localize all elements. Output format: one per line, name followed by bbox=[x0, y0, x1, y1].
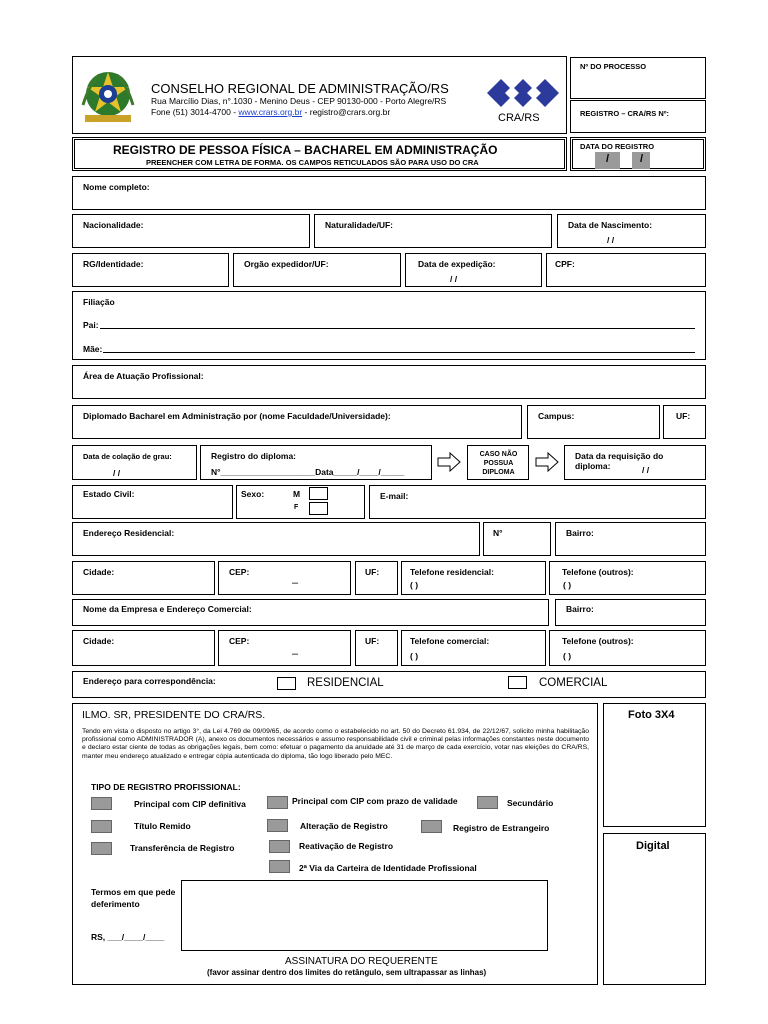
filiation-label: Filiação bbox=[83, 297, 115, 307]
campus-label: Campus: bbox=[538, 411, 575, 421]
type-principal-deadline-label: Principal com CIP com prazo de validade bbox=[292, 796, 458, 806]
area-field[interactable] bbox=[72, 365, 706, 399]
photo-box[interactable] bbox=[603, 703, 706, 827]
cpf-label: CPF: bbox=[555, 259, 575, 269]
rs-date-line: RS, ___/____/____ bbox=[91, 932, 165, 942]
type-principal-cip-label: Principal com CIP definitiva bbox=[134, 799, 246, 809]
work-other-phone-parens: ( ) bbox=[563, 651, 572, 661]
campus-field[interactable] bbox=[527, 405, 660, 439]
sex-m-checkbox[interactable] bbox=[309, 487, 328, 500]
residential-label: RESIDENCIAL bbox=[307, 677, 384, 689]
company-label: Nome da Empresa e Endereço Comercial: bbox=[83, 604, 252, 614]
cra-logo-icon bbox=[485, 77, 561, 109]
org-address: Rua Marcílio Dias, n°.1030 - Menino Deus - CEP 90130-000 - Porto Alegre/RS bbox=[151, 96, 447, 106]
birthplace-label: Naturalidade/UF: bbox=[325, 220, 394, 230]
issue-date-field[interactable] bbox=[405, 253, 542, 287]
issue-date-slashes: / / bbox=[450, 274, 458, 284]
diploma-registry-field[interactable] bbox=[200, 445, 432, 480]
signature-label: ASSINATURA DO REQUERENTE bbox=[285, 956, 438, 967]
sex-f-checkbox[interactable] bbox=[309, 502, 328, 515]
home-phone-field[interactable] bbox=[401, 561, 546, 595]
signature-box[interactable] bbox=[181, 880, 548, 951]
uf-graduated-label: UF: bbox=[676, 411, 691, 421]
request-box bbox=[72, 703, 598, 985]
no-diploma-label: CASO NÃO POSSUA DIPLOMA bbox=[479, 451, 518, 476]
graduation-date-field[interactable] bbox=[72, 445, 197, 480]
home-other-phone-parens: ( ) bbox=[563, 580, 572, 590]
type-remitted-checkbox[interactable] bbox=[91, 820, 112, 833]
home-number-label: N° bbox=[493, 528, 503, 538]
terms-label: Termos em que pede deferimento bbox=[91, 887, 176, 909]
registry-number-label: REGISTRO – CRA/RS Nº: bbox=[580, 109, 669, 118]
area-label: Área de Atuação Profissional: bbox=[83, 371, 204, 381]
cra-logo-text: CRA/RS bbox=[498, 112, 540, 124]
work-other-phone-field[interactable] bbox=[549, 630, 706, 666]
rg-label: RG/Identidade: bbox=[83, 259, 144, 269]
sex-m-label: M bbox=[293, 489, 301, 499]
rg-field[interactable] bbox=[72, 253, 229, 287]
correspondence-label: Endereço para correspondência: bbox=[83, 676, 216, 686]
graduation-date-label: Data de colação de grau: bbox=[83, 452, 172, 461]
digital-label: Digital bbox=[636, 840, 670, 852]
sex-f-label: F bbox=[294, 504, 299, 511]
home-other-phone-label: Telefone (outros): bbox=[562, 567, 634, 577]
home-uf-field[interactable] bbox=[355, 561, 398, 595]
arrow-right-icon bbox=[535, 452, 559, 472]
issuer-field[interactable] bbox=[233, 253, 401, 287]
type-foreign-label: Registro de Estrangeiro bbox=[453, 823, 550, 833]
work-uf-field[interactable] bbox=[355, 630, 398, 666]
issue-date-label: Data de expedição: bbox=[418, 259, 496, 269]
type-transfer-label: Transferência de Registro bbox=[130, 843, 235, 853]
digital-box[interactable] bbox=[603, 833, 706, 985]
home-number-field[interactable] bbox=[483, 522, 551, 556]
registry-date-box bbox=[570, 137, 706, 171]
graduation-date-slashes: / / bbox=[113, 468, 121, 478]
arrow-right-icon bbox=[437, 452, 461, 472]
form-title: REGISTRO DE PESSOA FÍSICA – BACHAREL EM ADMINISTRAÇÃO bbox=[113, 143, 498, 157]
home-phone-parens: ( ) bbox=[410, 580, 419, 590]
home-cep-label: CEP: bbox=[229, 567, 250, 577]
nationality-label: Nacionalidade: bbox=[83, 220, 144, 230]
work-city-label: Cidade: bbox=[83, 636, 115, 646]
home-city-field[interactable] bbox=[72, 561, 215, 595]
work-cep-field[interactable] bbox=[218, 630, 351, 666]
title-box bbox=[72, 137, 567, 171]
website-link[interactable]: www.crars.org.br bbox=[238, 107, 303, 117]
work-cep-dash: – bbox=[292, 648, 299, 660]
commercial-label: COMERCIAL bbox=[539, 677, 608, 689]
home-phone-label: Telefone residencial: bbox=[410, 567, 494, 577]
cpf-field[interactable] bbox=[546, 253, 706, 287]
diploma-request-date-field[interactable] bbox=[564, 445, 706, 480]
birth-date-slashes: / / bbox=[607, 235, 615, 245]
diploma-registry-label: Registro do diploma: bbox=[211, 451, 296, 461]
registry-number-box[interactable] bbox=[570, 100, 706, 133]
sex-field bbox=[236, 485, 365, 519]
type-secondary-label: Secundário bbox=[507, 798, 554, 808]
diploma-request-label: Data da requisição do diploma: bbox=[575, 451, 664, 471]
full-name-label: Nome completo: bbox=[83, 182, 150, 192]
graduated-label: Diplomado Bacharel em Administração por (nome Faculdade/Universidade): bbox=[83, 411, 391, 421]
org-name: CONSELHO REGIONAL DE ADMINISTRAÇÃO/RS bbox=[151, 81, 449, 96]
work-city-field[interactable] bbox=[72, 630, 215, 666]
request-body: Tendo em vista o disposto no artigo 3°, da Lei 4.769 de 09/09/65, de acordo como o estabelecido no art. 50 do Decreto 61.934, de 22/12/67, solicito minha habilitação profissional como ADMINISTRADOR (A), anexo os documentos necessários e assumo responsabilidade civil e criminal pelas informações constantes neste documento e declaro estar ciente de todas as obrigações legais, bem como: efetuar o pagamento da anuidade até 31 de março de cada exercício, votar nas eleições do CRA/RS, manter meu endereço atualizado e entregar cópia autenticada do diploma, tão logo liberado pelo MEC. bbox=[82, 728, 589, 760]
civil-status-field[interactable] bbox=[72, 485, 233, 519]
father-input-line[interactable] bbox=[100, 328, 695, 329]
work-uf-label: UF: bbox=[365, 636, 380, 646]
residential-checkbox[interactable] bbox=[277, 677, 296, 690]
home-uf-label: UF: bbox=[365, 567, 380, 577]
filiation-box bbox=[72, 291, 706, 360]
father-label: Pai: bbox=[83, 320, 99, 330]
type-transfer-checkbox[interactable] bbox=[91, 842, 112, 855]
work-other-phone-label: Telefone (outros): bbox=[562, 636, 634, 646]
photo-label: Foto 3X4 bbox=[628, 709, 675, 721]
coat-of-arms-icon bbox=[79, 65, 137, 125]
mother-input-line[interactable] bbox=[103, 352, 695, 353]
request-salutation: ILMO. SR, PRESIDENTE DO CRA/RS. bbox=[82, 709, 266, 721]
type-change-label: Alteração de Registro bbox=[300, 821, 388, 831]
company-field[interactable] bbox=[72, 599, 549, 626]
mother-label: Mãe: bbox=[83, 344, 103, 354]
registry-date-sep1: / bbox=[606, 153, 610, 165]
email-field[interactable] bbox=[369, 485, 706, 519]
process-number-box[interactable] bbox=[570, 57, 706, 99]
home-cep-dash: – bbox=[292, 577, 299, 589]
civil-status-label: Estado Civil: bbox=[83, 489, 135, 499]
work-phone-parens: ( ) bbox=[410, 651, 419, 661]
no-diploma-box bbox=[467, 445, 529, 480]
type-principal-cip-checkbox[interactable] bbox=[91, 797, 112, 810]
home-address-label: Endereço Residencial: bbox=[83, 528, 175, 538]
work-phone-field[interactable] bbox=[401, 630, 546, 666]
diploma-request-slashes: / / bbox=[642, 465, 650, 475]
diploma-registry-line: N°____________________Data_____/____/_____ bbox=[211, 467, 405, 477]
signature-note: (favor assinar dentro dos limites do retângulo, sem ultrapassar as linhas) bbox=[207, 968, 487, 977]
work-cep-label: CEP: bbox=[229, 636, 250, 646]
work-district-field[interactable] bbox=[555, 599, 706, 626]
correspondence-box bbox=[72, 671, 706, 698]
type-second-copy-label: 2ª Via da Carteira de Identidade Profissional bbox=[299, 863, 477, 873]
registry-type-title: TIPO DE REGISTRO PROFISSIONAL: bbox=[91, 782, 241, 792]
graduated-field[interactable] bbox=[72, 405, 522, 439]
nationality-field[interactable] bbox=[72, 214, 310, 248]
process-number-label: Nº DO PROCESSO bbox=[580, 62, 647, 71]
type-reactivation-checkbox[interactable] bbox=[269, 840, 290, 853]
type-foreign-checkbox[interactable] bbox=[421, 820, 442, 833]
uf-graduated-field[interactable] bbox=[663, 405, 706, 439]
birth-date-field[interactable] bbox=[557, 214, 706, 248]
type-principal-deadline-checkbox[interactable] bbox=[267, 796, 288, 809]
work-district-label: Bairro: bbox=[566, 604, 594, 614]
birthplace-field[interactable] bbox=[314, 214, 552, 248]
home-other-phone-field[interactable] bbox=[549, 561, 706, 595]
email-label: E-mail: bbox=[380, 491, 409, 501]
work-phone-label: Telefone comercial: bbox=[410, 636, 490, 646]
type-remitted-label: Título Remido bbox=[134, 821, 191, 831]
home-address-field[interactable] bbox=[72, 522, 480, 556]
full-name-field[interactable] bbox=[72, 176, 706, 210]
sex-label: Sexo: bbox=[241, 489, 265, 499]
birth-date-label: Data de Nascimento: bbox=[568, 220, 653, 230]
form-subtitle: PREENCHER COM LETRA DE FORMA. OS CAMPOS RETICULADOS SÃO PARA USO DO CRA bbox=[146, 158, 479, 167]
type-second-copy-checkbox[interactable] bbox=[269, 860, 290, 873]
type-reactivation-label: Reativação de Registro bbox=[299, 841, 394, 851]
registry-date-label: DATA DO REGISTRO bbox=[580, 142, 655, 151]
commercial-checkbox[interactable] bbox=[508, 676, 527, 689]
type-secondary-checkbox[interactable] bbox=[477, 796, 498, 809]
issuer-label: Orgão expedidor/UF: bbox=[244, 259, 329, 269]
home-district-field[interactable] bbox=[555, 522, 706, 556]
header-box bbox=[72, 56, 567, 134]
type-change-checkbox[interactable] bbox=[267, 819, 288, 832]
registry-date-sep2: / bbox=[640, 153, 644, 165]
org-contact: Fone (51) 3014-4700 - www.crars.org.br - registro@crars.org.br bbox=[151, 107, 391, 117]
home-cep-field[interactable] bbox=[218, 561, 351, 595]
home-city-label: Cidade: bbox=[83, 567, 115, 577]
home-district-label: Bairro: bbox=[566, 528, 594, 538]
